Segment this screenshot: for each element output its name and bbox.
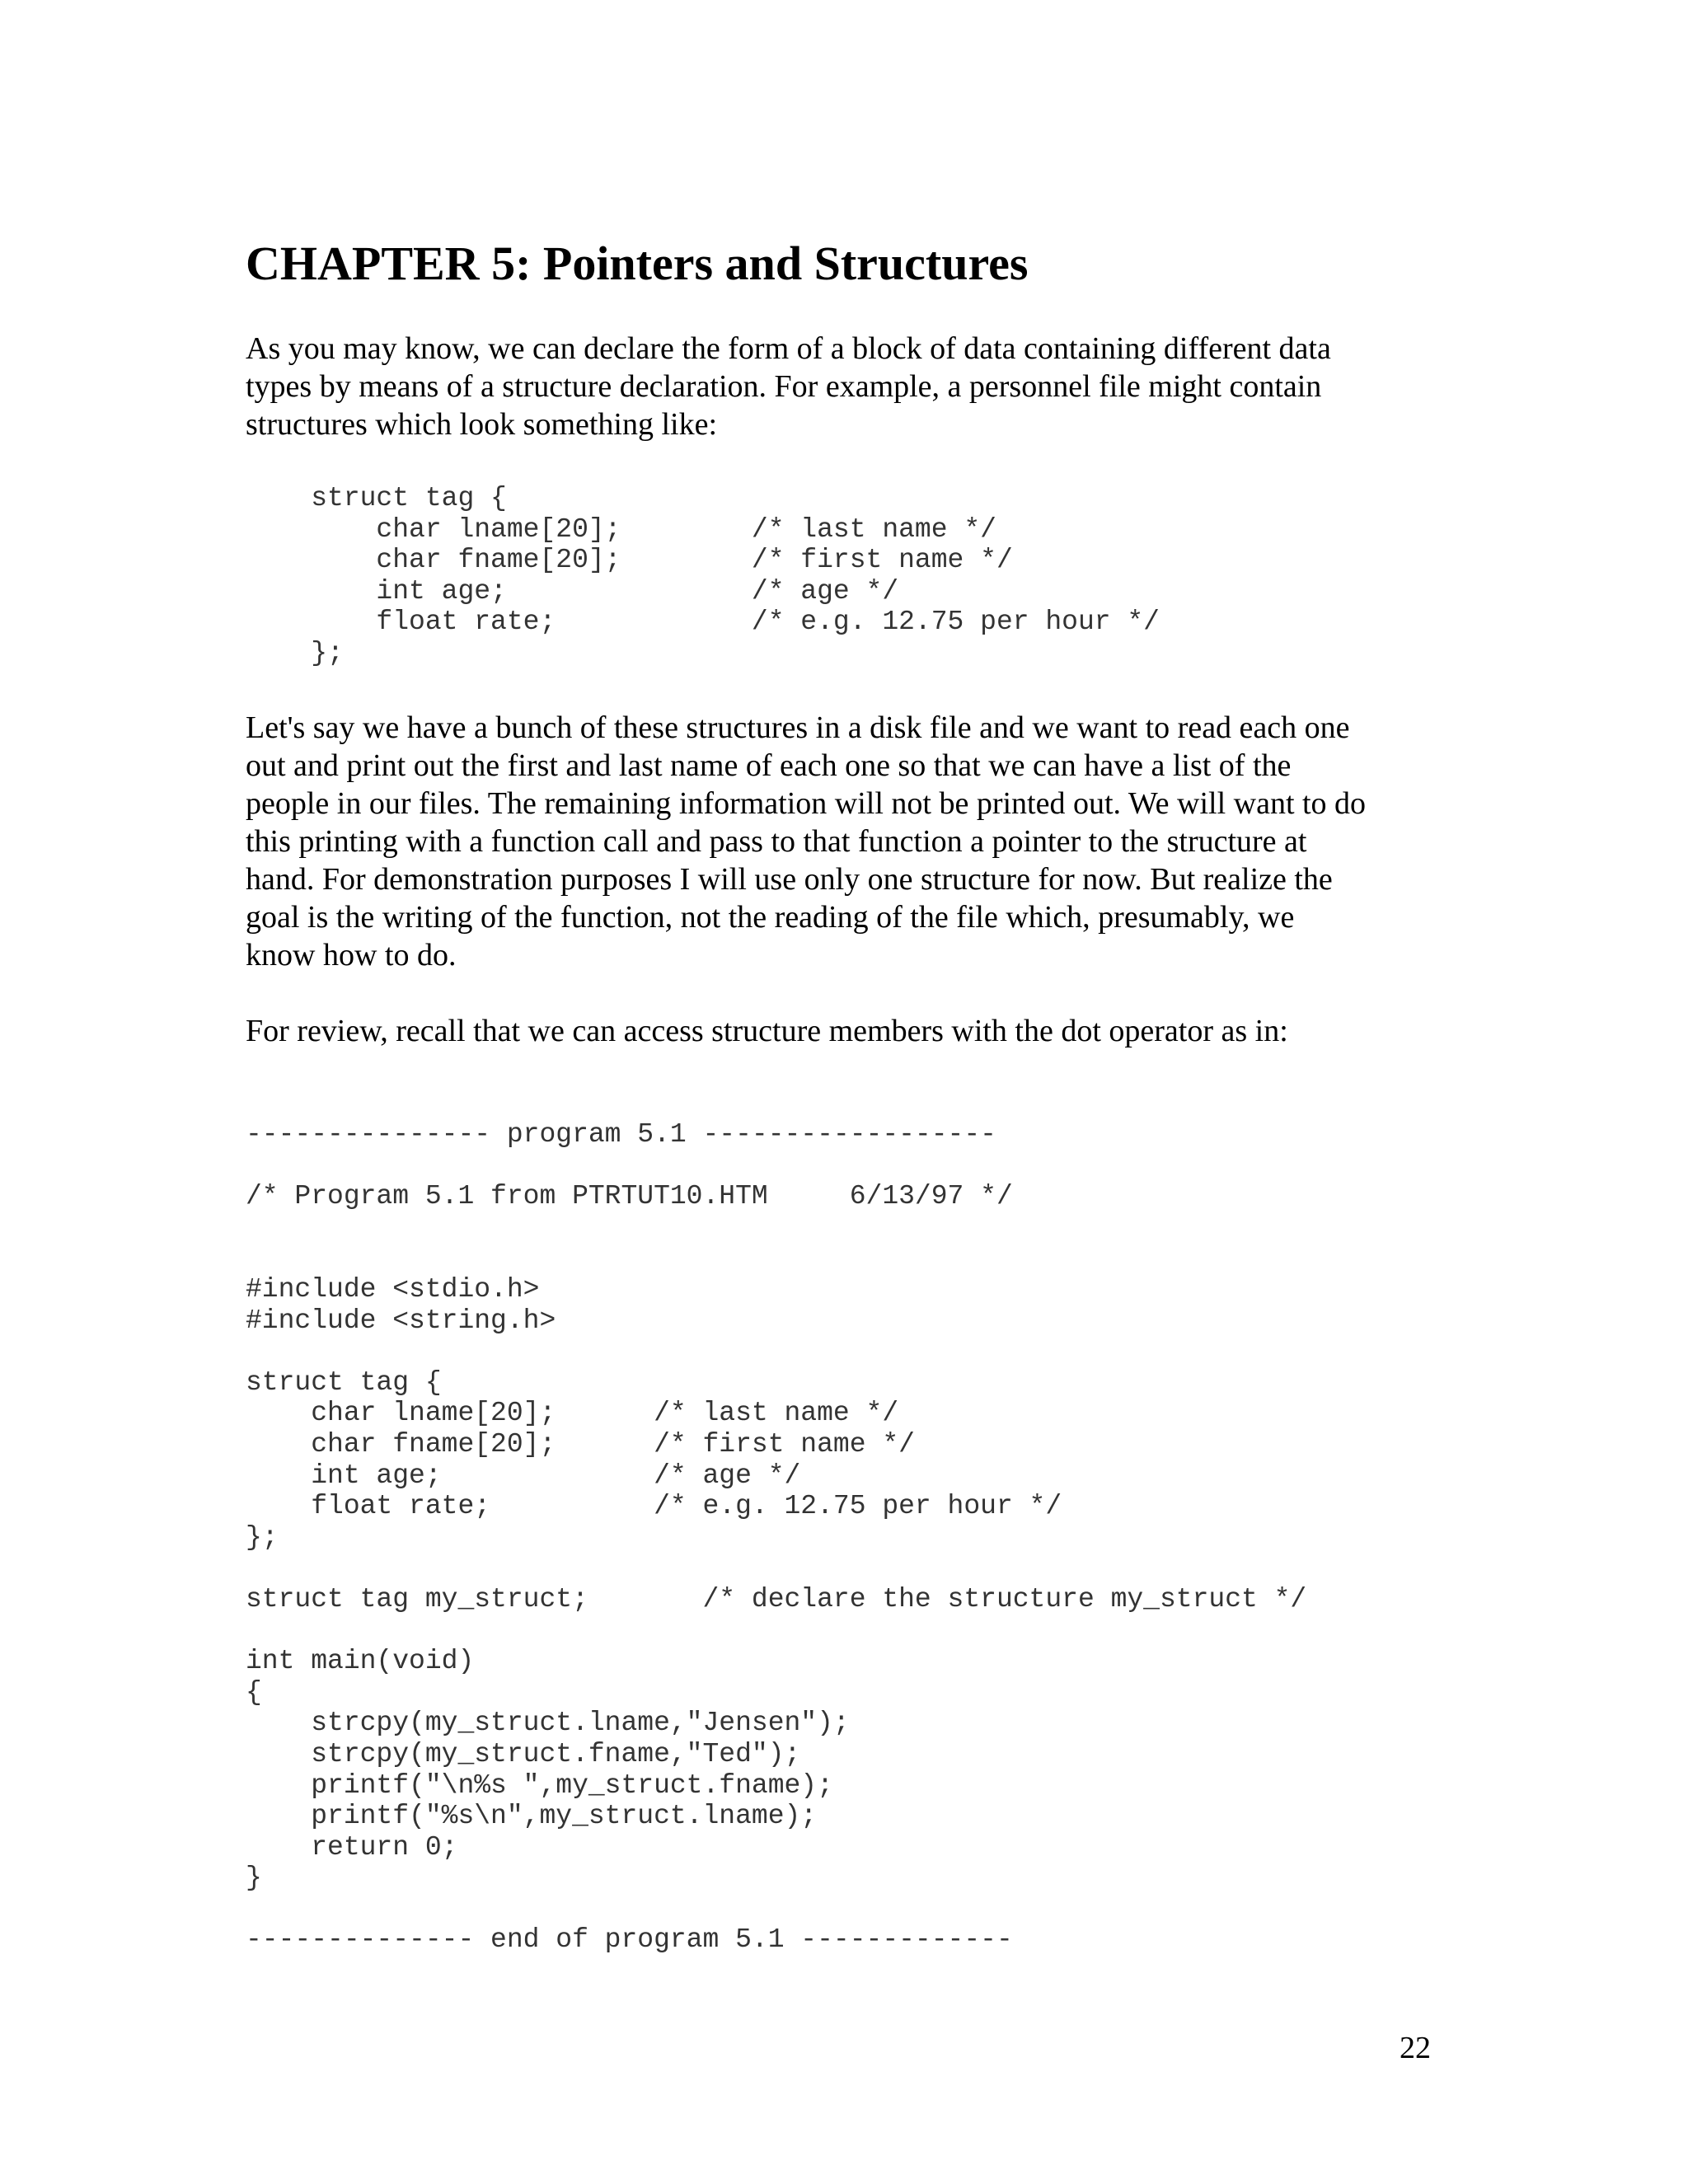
program-code: #include <stdio.h> #include <string.h> struct tag { char lname[20]; /* last name */ char fname[20]; /* first name */ int age; /* age */ float rate; /* e.g. 12.75 per hour */ }; struct tag my_struct; /* declare the structure my_struct */ int main(void) { strcpy(my_struct.lname,"Jensen"); strcpy(my_struct.fname,"Ted"); printf("\n%s ",my_struct.fname); printf("%s\n",my_struct.lname); return 0; } bbox=[246, 1274, 1307, 1894]
intro-paragraph bbox=[246, 330, 1449, 443]
scenario-line: hand. For demonstration purposes I will use only one structure for now. But realize the bbox=[246, 862, 1333, 897]
scenario-line: goal is the writing of the function, not the reading of the file which, presumably, we bbox=[246, 900, 1295, 935]
scenario-line: Let's say we have a bunch of these structures in a disk file and we want to read each one bbox=[246, 710, 1350, 745]
program-source-comment: /* Program 5.1 from PTRTUT10.HTM 6/13/97 */ bbox=[246, 1181, 1013, 1212]
intro-line: structures which look something like: bbox=[246, 407, 718, 442]
program-header: --------------- program 5.1 ------------------ bbox=[246, 1119, 996, 1150]
intro-line: types by means of a structure declaration. For example, a personnel file might contain bbox=[246, 369, 1322, 404]
scenario-line: out and print out the first and last name of each one so that we can have a list of the bbox=[246, 748, 1292, 783]
program-footer: -------------- end of program 5.1 ------------- bbox=[246, 1924, 1013, 1955]
review-paragraph: For review, recall that we can access structure members with the dot operator as in: bbox=[246, 1014, 1288, 1048]
scenario-line: this printing with a function call and pass to that function a pointer to the structure at bbox=[246, 824, 1307, 859]
scenario-line: people in our files. The remaining information will not be printed out. We will want to do bbox=[246, 786, 1367, 821]
intro-line: As you may know, we can declare the form of a block of data containing different data bbox=[246, 331, 1331, 366]
scenario-paragraph bbox=[246, 709, 1449, 974]
struct-example-code: struct tag { char lname[20]; /* last name */ char fname[20]; /* first name */ int age; /* age */ float rate; /* e.g. 12.75 per hour */ }; bbox=[311, 483, 1160, 668]
page-number: 22 bbox=[1400, 2031, 1431, 2065]
scenario-line: know how to do. bbox=[246, 938, 457, 972]
chapter-title: CHAPTER 5: Pointers and Structures bbox=[246, 237, 1029, 290]
